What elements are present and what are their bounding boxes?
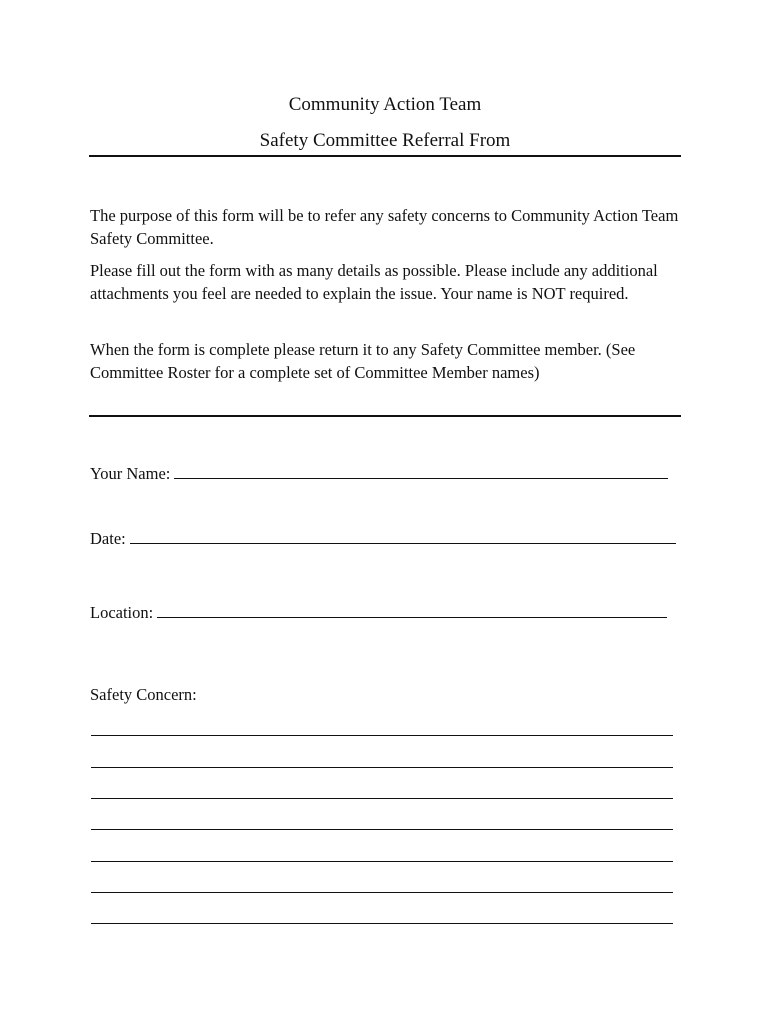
header-divider — [89, 155, 681, 157]
location-blank-line[interactable] — [157, 601, 667, 618]
safety-concern-line[interactable] — [91, 861, 673, 862]
section-divider — [89, 415, 681, 417]
document-title: Community Action Team — [288, 94, 482, 115]
date-blank-line[interactable] — [130, 527, 676, 544]
safety-concern-line[interactable] — [91, 735, 673, 736]
intro-paragraph-instructions: Please fill out the form with as many details as possible. Please include any additional attachments you feel are needed to explain the issue. Your name is NOT required. — [90, 261, 658, 303]
safety-concern-line[interactable] — [91, 923, 673, 924]
name-label: Your Name: — [90, 464, 171, 483]
document-subtitle: Safety Committee Referral From — [259, 130, 511, 151]
intro-paragraph-purpose: The purpose of this form will be to refer any safety concerns to Community Action Team Safety Committee. — [90, 206, 679, 248]
safety-concern-line[interactable] — [91, 767, 673, 768]
safety-concern-line[interactable] — [91, 798, 673, 799]
safety-concern-line[interactable] — [91, 829, 673, 830]
safety-concern-label: Safety Concern: — [90, 685, 197, 704]
safety-concern-line[interactable] — [91, 892, 673, 893]
date-field-row — [90, 527, 676, 550]
date-label: Date: — [90, 529, 126, 548]
location-field-row — [90, 601, 667, 624]
name-field-row — [90, 462, 668, 485]
location-label: Location: — [90, 603, 154, 622]
name-blank-line[interactable] — [174, 462, 668, 479]
intro-paragraph-return: When the form is complete please return it to any Safety Committee member. (See Committee Roster for a complete set of Committee Member names) — [90, 340, 636, 382]
